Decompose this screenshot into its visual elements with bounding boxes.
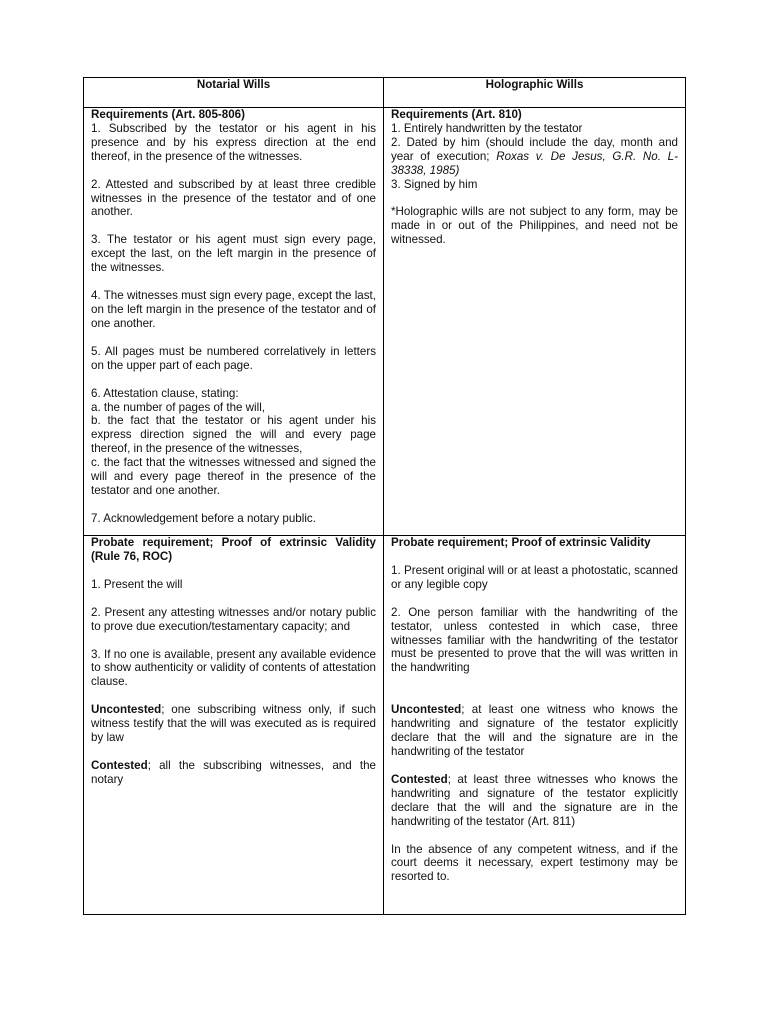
holographic-absence-note: In the absence of any competent witness, and if the court deems it necessary, expert testimony may be resorted to.	[391, 842, 678, 884]
holographic-requirements-cell	[384, 108, 686, 536]
notarial-uncontested	[91, 703, 376, 745]
holographic-req-item-2	[391, 136, 678, 178]
notarial-probate-item-3: 3. If no one is available, present any available evidence to show authenticity or validity of contents of attestation clause.	[91, 647, 376, 689]
notarial-req-item-7: 7. Acknowledgement before a notary public.	[91, 511, 316, 525]
holographic-probate-cell	[384, 536, 686, 915]
case-citation: Roxas v. De Jesus, G.R. No. L-38338, 1985)	[391, 149, 678, 177]
notarial-req-item-6b: b. the fact that the testator or his agent under his express direction signed the will and every page thereof, in the presence of the witnesses,	[91, 414, 376, 456]
notarial-req-item-3: 3. The testator or his agent must sign every page, except the last, on the left margin in the presence of the witnesses.	[91, 233, 376, 275]
holographic-req-item-2-text: 2. Dated by him (should include the day, month and year of execution;	[391, 135, 678, 163]
notarial-req-item-6a: a. the number of pages of the will,	[91, 400, 266, 414]
contested-label: Contested	[391, 772, 448, 786]
holographic-note: *Holographic wills are not subject to any form, may be made in or out of the Philippines, and need not be witnessed.	[391, 205, 678, 247]
table-header-row	[84, 78, 686, 108]
notarial-requirements-title: Requirements (Art. 805-806)	[91, 108, 245, 121]
requirements-row	[84, 108, 686, 536]
holographic-contested	[391, 773, 678, 829]
contested-text: ; at least three witnesses who knows the handwriting and signature of the testator explicitly declare that the will and the signature are in the handwriting of the testator (Art. 811)	[391, 772, 678, 828]
notarial-requirements-cell	[84, 108, 384, 536]
uncontested-label: Uncontested	[391, 703, 462, 717]
notarial-req-item-6c: c. the fact that the witnesses witnessed and signed the will and every page thereof in the presence of the testator and one another.	[91, 456, 376, 497]
notarial-probate-cell	[84, 536, 384, 915]
uncontested-text: ; one subscribing witness only, if such witness testify that the will was executed as is required by law	[91, 703, 376, 745]
notarial-probate-item-2: 2. Present any attesting witnesses and/or notary public to prove due execution/testamentary capacity; and	[91, 605, 376, 633]
wills-comparison-table	[83, 77, 686, 915]
notarial-req-item-4: 4. The witnesses must sign every page, except the last, on the left margin in the presence of the testator and of one another.	[91, 289, 376, 330]
holographic-uncontested	[391, 703, 678, 759]
uncontested-label: Uncontested	[91, 703, 162, 717]
holographic-req-item-3: 3. Signed by him	[391, 177, 478, 191]
notarial-req-item-5: 5. All pages must be numbered correlatively in letters on the upper part of each page.	[91, 344, 376, 372]
contested-label: Contested	[91, 758, 148, 772]
probate-row	[84, 536, 686, 915]
holographic-probate-item-2: 2. One person familiar with the handwriting of the testator, unless contested in which case, three witnesses familiar with the handwriting of the testator must be presented to prove that the will was written in the handwriting	[391, 605, 678, 675]
header-notarial-wills: Notarial Wills	[84, 78, 384, 108]
notarial-contested	[91, 759, 376, 787]
holographic-req-item-1: 1. Entirely handwritten by the testator	[391, 121, 583, 135]
uncontested-text: ; at least one witness who knows the handwriting and signature of the testator explicitly declare that the will and the signature are in the handwriting of the testator	[391, 703, 678, 758]
contested-text: ; all the subscribing witnesses, and the notary	[91, 758, 376, 786]
notarial-req-item-6: 6. Attestation clause, stating:	[91, 386, 239, 400]
holographic-probate-item-1: 1. Present original will or at least a photostatic, scanned or any legible copy	[391, 563, 678, 591]
notarial-req-item-1: 1. Subscribed by the testator or his agent in his presence and by his express direction at the end thereof, in the presence of the witnesses.	[91, 121, 376, 163]
header-holographic-wills: Holographic Wills	[384, 78, 686, 108]
notarial-probate-item-1: 1. Present the will	[91, 577, 183, 591]
notarial-req-item-2: 2. Attested and subscribed by at least three credible witnesses in the presence of the testator and of one another.	[91, 177, 376, 219]
holographic-requirements-title: Requirements (Art. 810)	[391, 108, 522, 121]
notarial-probate-title: Probate requirement; Proof of extrinsic Validity (Rule 76, ROC)	[91, 536, 376, 563]
holographic-probate-title: Probate requirement; Proof of extrinsic Validity	[391, 536, 651, 549]
